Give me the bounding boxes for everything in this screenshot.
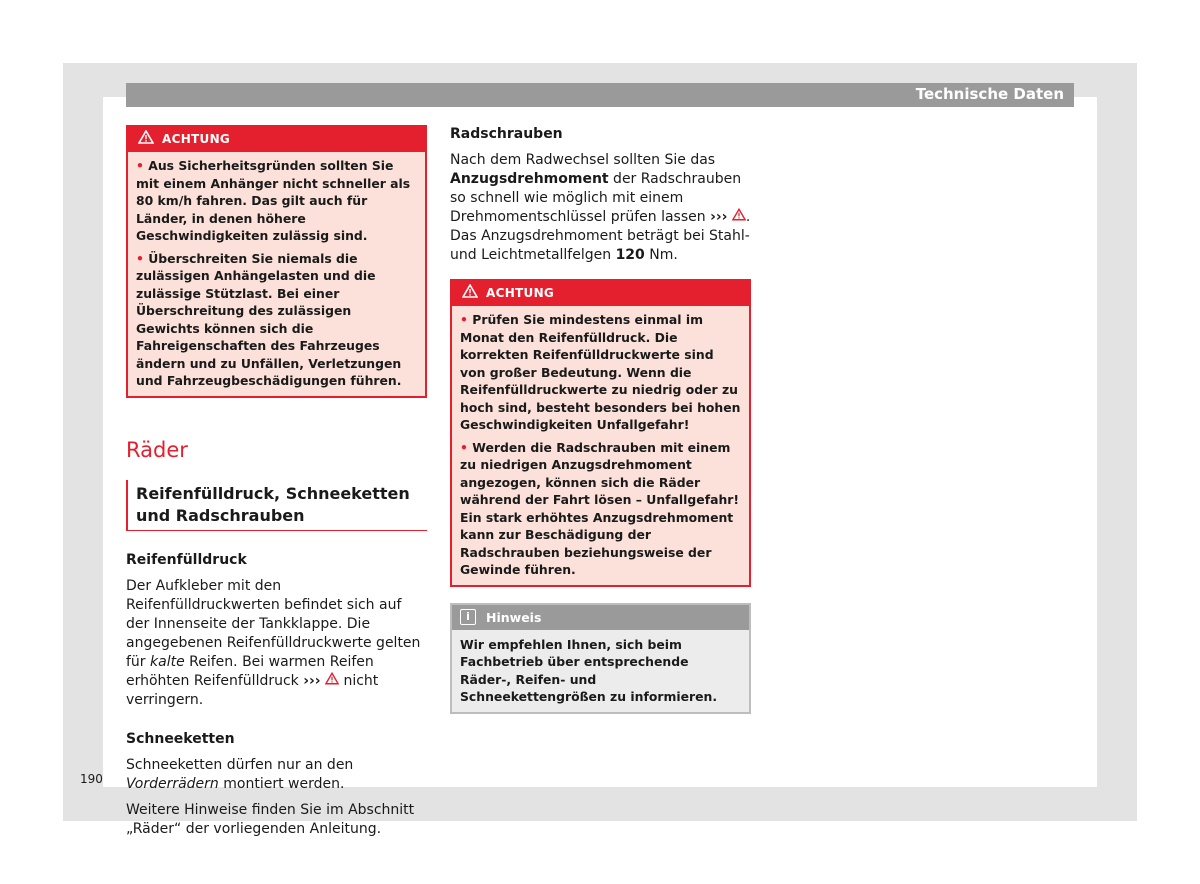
page-header-bar [126,83,1074,107]
heading-radschrauben: Radschrauben [450,126,563,142]
warning-item: • Werden die Radschrauben mit einem zu niedrigen Anzugsdrehmoment angezogen, können sich die Räder während der Fahrt lösen – Unfallgefahr! Ein stark erhöhtes Anzugsdrehmoment kann zur Beschädigung der Radschrauben beziehungsweise der Gewinde führen. [460,439,740,577]
paragraph-radschrauben: Nach dem Radwechsel sollten Sie das Anzugsdrehmoment der Radschrauben so schnell wie möglich mit einem Drehmomentschlüssel prüfen lassen ››› . Das Anzugsdrehmoment beträgt bei Stahl- und Leichtmetallfelgen 120 Nm. [450,152,751,263]
warning-body [452,306,749,585]
warning-box [126,125,427,398]
note-header [452,605,749,630]
page-header-title: Technische Daten [915,85,1064,103]
warning-label: ACHTUNG [486,286,555,300]
warning-triangle-icon [462,284,478,304]
warning-reference-icon[interactable] [325,673,339,689]
heading-reifenfuelldruck: Reifenfülldruck [126,551,247,568]
subsection-title: Reifenfülldruck, Schneeketten und Radschrauben [126,480,427,531]
bullet-icon: • [136,158,144,173]
warning-item: • Aus Sicherheitsgründen sollten Sie mit einem Anhänger nicht schneller als 80 km/h fahren. Das gilt auch für Länder, in denen höhere Geschwindigkeiten zulässig sind. [136,158,411,243]
warning-item: • Prüfen Sie mindestens einmal im Monat den Reifenfülldruck. Die korrekten Reifenfülldruckwerte sind von großer Bedeutung. Wenn die Reifenfülldruckwerte zu niedrig oder zu hoch sind, besteht besonders bei hohen Geschwindigkeiten Unfallgefahr! [460,312,741,432]
warning-reference-icon[interactable] [732,209,746,225]
warning-label: ACHTUNG [162,132,231,146]
warning-item: • Überschreiten Sie niemals die zulässigen Anhängelasten und die zulässige Stützlast. Bei einer Überschreitung des zulässigen Gewichts können sich die Fahreigenschaften des Fahrzeuges ändern und zu Unfällen, Verletzungen und Fahrzeugbeschädigungen führen. [136,250,402,388]
cross-reference-arrows[interactable]: ››› [710,209,728,225]
warning-header [452,281,749,306]
page-number: 190 [80,772,103,786]
bullet-icon: • [460,439,468,455]
warning-body [128,152,425,396]
section-title: Räder [126,437,188,462]
warning-triangle-icon [138,130,154,150]
note-label: Hinweis [486,609,542,625]
bullet-icon: • [460,312,468,327]
info-icon: i [460,609,476,625]
cross-reference-arrows[interactable]: ››› [303,672,321,689]
note-box [450,603,751,714]
warning-box [450,279,751,587]
right-column [450,125,751,714]
left-column [126,125,427,846]
paragraph-reifenfuelldruck: Der Aufkleber mit den Reifenfülldruckwerten befindet sich auf der Innenseite der Tankklappe. Die angegebenen Reifenfülldruckwerte gelten für kalte Reifen. Bei warmen Reifen erhöhten Reifenfülldruck ››› nicht verringern. [126,577,421,708]
note-body: Wir empfehlen Ihnen, sich beim Fachbetrieb über entsprechende Räder-, Reifen- und Schneekettengrößen zu informieren. [460,636,718,704]
paragraph-schneeketten: Schneeketten dürfen nur an den Vorderrädern montiert werden. [126,756,354,792]
warning-header [128,127,425,152]
paragraph-weitere-hinweise: Weitere Hinweise finden Sie im Abschnitt „Räder“ der vorliegenden Anleitung. [126,801,415,837]
bullet-icon: • [136,250,144,266]
heading-schneeketten: Schneeketten [126,730,235,747]
